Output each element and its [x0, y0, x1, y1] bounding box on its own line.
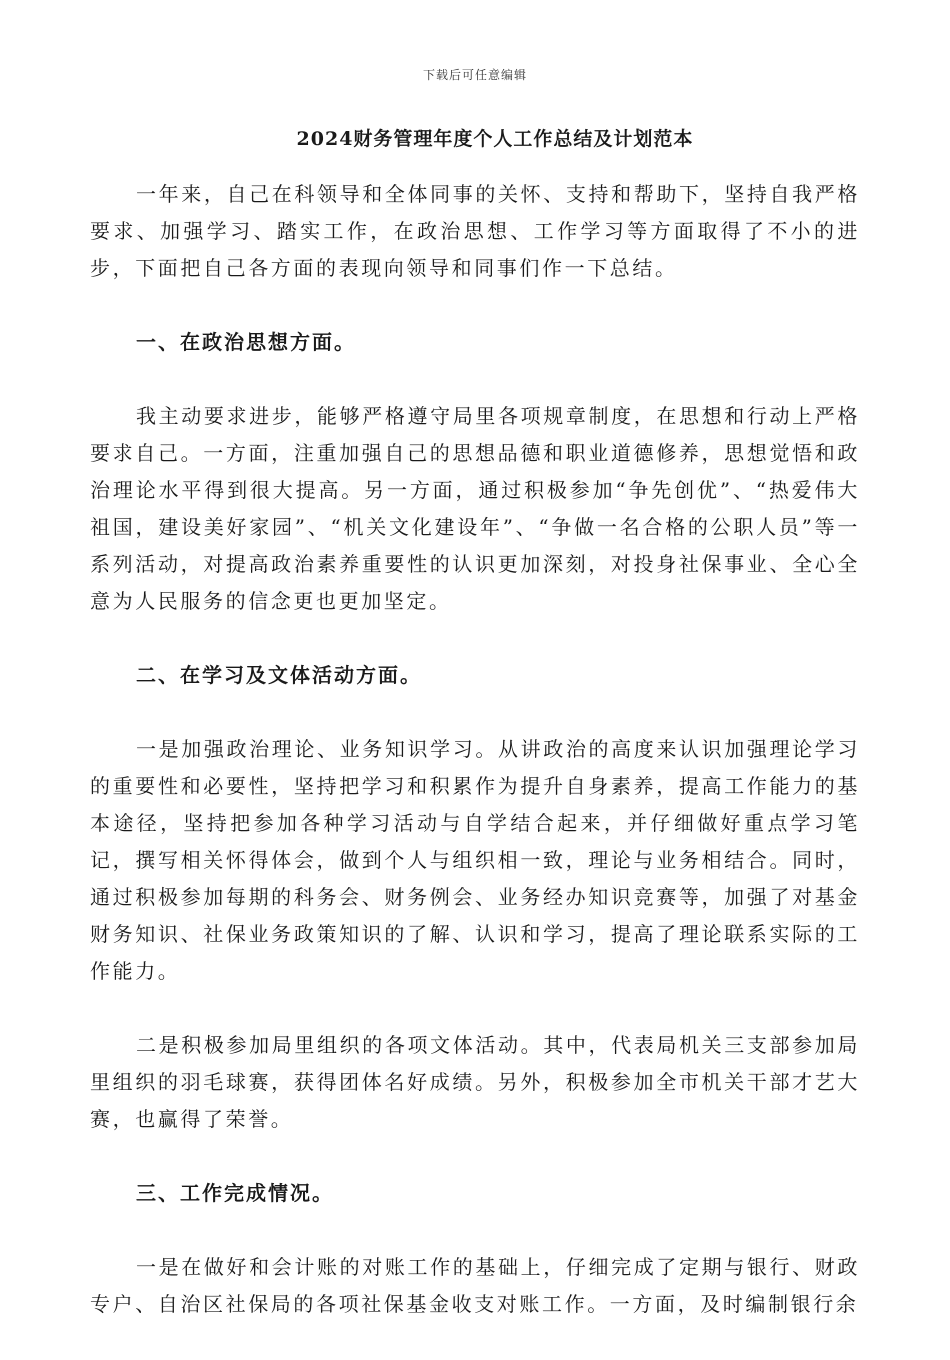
document-body [90, 176, 860, 1360]
paragraph-activities: 二是积极参加局里组织的各项文体活动。其中，代表局机关三支部参加局里组织的羽毛球赛，获得团体名好成绩。另外，积极参加全市机关干部才艺大赛，也赢得了荣誉。 [90, 1033, 860, 1131]
section-heading-3: 三、工作完成情况。 [136, 1181, 334, 1205]
section-heading-1: 一、在政治思想方面。 [136, 330, 356, 354]
header-note: 下载后可任意编辑 [422, 68, 527, 82]
paragraph-intro: 一年来，自己在科领导和全体同事的关怀、支持和帮助下，坚持自我严格要求、加强学习、踏实工作，在政治思想、工作学习等方面取得了不小的进步，下面把自己各方面的表现向领导和同事们作一下总结。 [90, 182, 860, 280]
document-title: 2024财务管理年度个人工作总结及计划范本 [296, 128, 694, 150]
paragraph-study: 一是加强政治理论、业务知识学习。从讲政治的高度来认识加强理论学习的重要性和必要性，坚持把学习和积累作为提升自身素养，提高工作能力的基本途径，坚持把参加各种学习活动与自学结合起来，并仔细做好重点学习笔记，撰写相关怀得体会，做到个人与组织相一致，理论与业务相结合。同时，通过积极参加每期的科务会、财务例会、业务经办知识竞赛等，加强了对基金财务知识、社保业务政策知识的了解、认识和学习，提高了理论联系实际的工作能力。 [90, 737, 860, 983]
section-heading-2: 二、在学习及文体活动方面。 [136, 663, 422, 687]
paragraph-politics: 我主动要求进步，能够严格遵守局里各项规章制度，在思想和行动上严格要求自己。一方面，注重加强自己的思想品德和职业道德修养，思想觉悟和政治理论水平得到很大提高。另一方面，通过积极参加“争先创优”、“热爱伟大祖国，建设美好家园”、“机关文化建设年”、“争做一名合格的公职人员”等一系列活动，对提高政治素养重要性的认识更加深刻，对投身社保事业、全心全意为人民服务的信念更也更加坚定。 [90, 404, 860, 613]
paragraph-work: 一是在做好和会计账的对账工作的基础上，仔细完成了定期与银行、财政专户、自治区社保局的各项社保基金收支对账工作。一方面，及时编制银行余 [90, 1255, 860, 1316]
